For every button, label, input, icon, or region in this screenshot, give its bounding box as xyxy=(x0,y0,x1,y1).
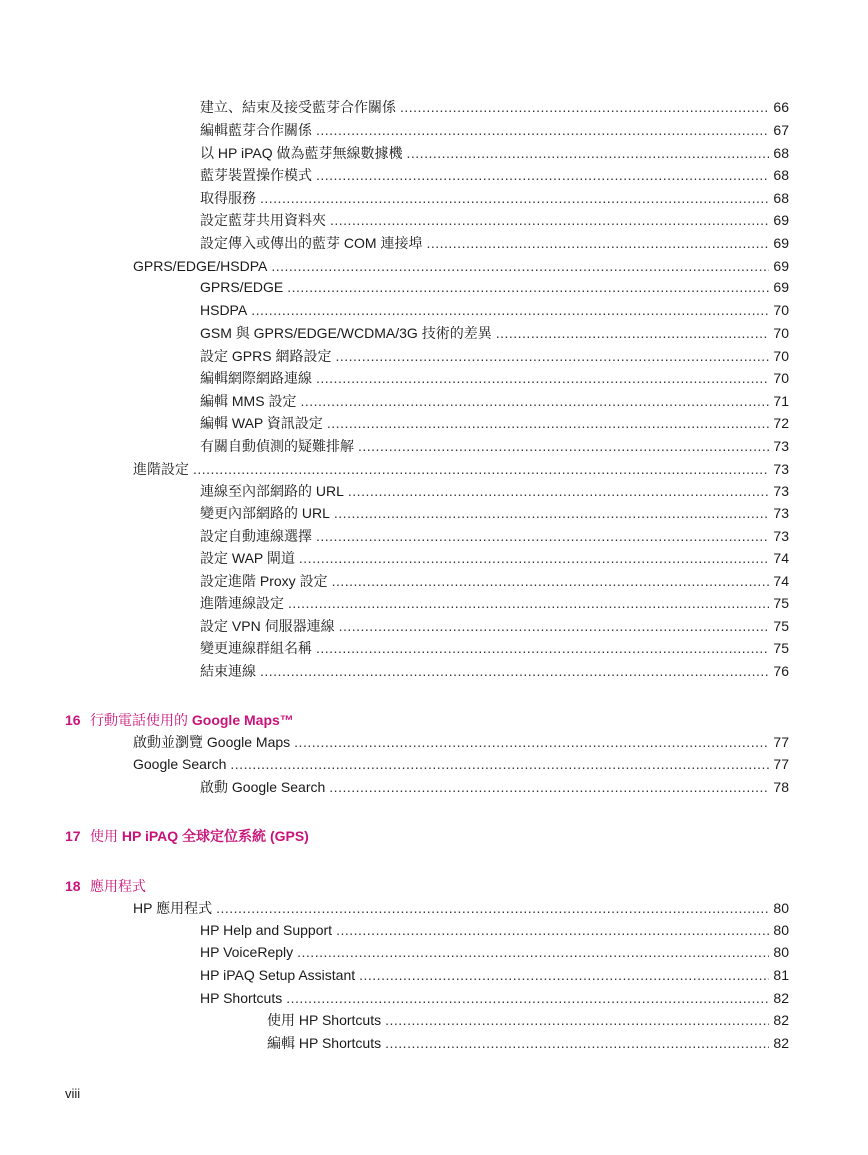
dot-leader xyxy=(339,616,770,636)
dot-leader xyxy=(299,548,770,568)
toc-entry-title: 以 HP iPAQ 做為藍芽無線數據機 xyxy=(200,145,403,161)
dot-leader xyxy=(230,754,769,774)
toc-entry-title: 設定藍芽共用資料夾 xyxy=(200,212,326,228)
toc-entry-title: 連線至內部網路的 URL xyxy=(200,483,344,499)
toc-entry-page: 70 xyxy=(773,348,789,364)
dot-leader xyxy=(336,920,769,940)
toc-entry-page: 77 xyxy=(773,756,789,772)
toc-entry-title: 變更內部網路的 URL xyxy=(200,505,330,521)
toc-entry-page: 73 xyxy=(773,438,789,454)
toc-entry-title: 編輯 WAP 資訊設定 xyxy=(200,415,323,431)
dot-leader xyxy=(496,323,770,343)
toc-entry-title: GPRS/EDGE/HSDPA xyxy=(133,258,268,274)
dot-leader xyxy=(260,661,769,681)
dot-leader xyxy=(407,143,770,163)
toc-entry[interactable] xyxy=(200,593,789,613)
chapter-heading[interactable] xyxy=(65,710,294,730)
toc-entry-page: 73 xyxy=(773,461,789,477)
toc-entry[interactable] xyxy=(200,210,789,230)
toc-entry-page: 73 xyxy=(773,528,789,544)
dot-leader xyxy=(426,233,769,253)
chapter-title: 應用程式 xyxy=(90,878,146,894)
toc-entry[interactable] xyxy=(200,143,789,163)
dot-leader xyxy=(294,732,769,752)
toc-entry[interactable] xyxy=(267,1033,789,1053)
toc-entry[interactable] xyxy=(200,368,789,388)
toc-entry-title: 設定傳入或傳出的藍芽 COM 連接埠 xyxy=(200,235,423,251)
toc-entry-page: 82 xyxy=(773,1035,789,1051)
dot-leader xyxy=(260,188,769,208)
toc-entry[interactable] xyxy=(200,120,789,140)
toc-entry[interactable] xyxy=(200,346,789,366)
toc-entry-title: 設定 WAP 閘道 xyxy=(200,550,295,566)
toc-entry-title: 設定進階 Proxy 設定 xyxy=(200,573,328,589)
chapter-heading[interactable] xyxy=(65,876,146,896)
toc-entry-page: 68 xyxy=(773,190,789,206)
dot-leader xyxy=(316,526,769,546)
toc-entry-page: 75 xyxy=(773,595,789,611)
toc-entry-title: HP Shortcuts xyxy=(200,990,283,1006)
toc-entry-page: 69 xyxy=(773,235,789,251)
toc-entry-title: GSM 與 GPRS/EDGE/WCDMA/3G 技術的差異 xyxy=(200,325,492,341)
toc-entry-page: 69 xyxy=(773,212,789,228)
toc-entry-title: 設定自動連線選擇 xyxy=(200,528,312,544)
dot-leader xyxy=(297,942,769,962)
toc-entry[interactable] xyxy=(267,1010,789,1030)
toc-entry-title: Google Search xyxy=(133,756,227,772)
dot-leader xyxy=(335,346,769,366)
dot-leader xyxy=(300,391,769,411)
toc-entry-page: 76 xyxy=(773,663,789,679)
dot-leader xyxy=(348,481,770,501)
toc-entry-title: HP 應用程式 xyxy=(133,900,213,916)
toc-entry-page: 73 xyxy=(773,483,789,499)
dot-leader xyxy=(251,300,769,320)
toc-entry-page: 70 xyxy=(773,370,789,386)
toc-entry-page: 80 xyxy=(773,944,789,960)
dot-leader xyxy=(385,1033,769,1053)
toc-entry-title: 啟動並瀏覽 Google Maps xyxy=(133,734,291,750)
toc-entry[interactable] xyxy=(200,988,789,1008)
toc-entry-page: 66 xyxy=(773,99,789,115)
toc-entry-page: 70 xyxy=(773,302,789,318)
toc-entry-title: 編輯 MMS 設定 xyxy=(200,393,297,409)
toc-entry-title: 編輯 HP Shortcuts xyxy=(267,1035,382,1051)
dot-leader xyxy=(288,593,769,613)
toc-entry-page: 72 xyxy=(773,415,789,431)
chapter-title: 行動電話使用的 Google Maps™ xyxy=(90,712,294,728)
chapter-number: 18 xyxy=(65,878,81,894)
toc-entry-title: 啟動 Google Search xyxy=(200,779,326,795)
toc-entry-page: 69 xyxy=(773,279,789,295)
toc-entry[interactable] xyxy=(200,300,789,320)
toc-entry[interactable] xyxy=(133,898,789,918)
toc-entry[interactable] xyxy=(200,391,789,411)
toc-entry-title: HSDPA xyxy=(200,302,248,318)
dot-leader xyxy=(359,965,769,985)
toc-entry[interactable] xyxy=(200,920,789,940)
toc-entry-title: 取得服務 xyxy=(200,190,256,206)
dot-leader xyxy=(287,277,769,297)
toc-entry-title: 結束連線 xyxy=(200,663,256,679)
toc-entry-title: 進階設定 xyxy=(133,461,189,477)
toc-entry[interactable] xyxy=(200,777,789,797)
chapter-title: 使用 HP iPAQ 全球定位系統 (GPS) xyxy=(90,828,309,844)
toc-entry-title: HP Help and Support xyxy=(200,922,333,938)
toc-entry-title: 使用 HP Shortcuts xyxy=(267,1012,382,1028)
toc-entry-page: 69 xyxy=(773,258,789,274)
toc-entry[interactable] xyxy=(200,233,789,253)
toc-entry-page: 78 xyxy=(773,779,789,795)
toc-entry-page: 67 xyxy=(773,122,789,138)
toc-entry-page: 73 xyxy=(773,505,789,521)
toc-entry-page: 74 xyxy=(773,550,789,566)
toc-entry-page: 68 xyxy=(773,167,789,183)
toc-entry-page: 71 xyxy=(773,393,789,409)
toc-entry-page: 75 xyxy=(773,640,789,656)
dot-leader xyxy=(327,413,770,433)
dot-leader xyxy=(316,368,769,388)
toc-entry[interactable] xyxy=(200,165,789,185)
dot-leader xyxy=(334,503,770,523)
toc-entry-title: 建立、結束及接受藍芽合作關係 xyxy=(200,99,396,115)
toc-entry[interactable] xyxy=(133,732,789,752)
toc-entry[interactable] xyxy=(200,436,789,456)
dot-leader xyxy=(193,459,769,479)
toc-entry[interactable] xyxy=(200,503,789,523)
toc-entry[interactable] xyxy=(200,965,789,985)
toc-entry-page: 74 xyxy=(773,573,789,589)
toc-entry[interactable] xyxy=(133,459,789,479)
toc-entry-title: 變更連線群組名稱 xyxy=(200,640,312,656)
dot-leader xyxy=(316,120,769,140)
toc-entry-title: HP VoiceReply xyxy=(200,944,294,960)
toc-entry[interactable] xyxy=(200,413,789,433)
toc-entry-title: 編輯網際網路連線 xyxy=(200,370,312,386)
dot-leader xyxy=(330,210,769,230)
toc-entry-page: 68 xyxy=(773,145,789,161)
dot-leader xyxy=(271,256,769,276)
toc-entry-page: 80 xyxy=(773,922,789,938)
toc-entry[interactable] xyxy=(200,638,789,658)
dot-leader xyxy=(400,97,769,117)
toc-entry[interactable] xyxy=(200,97,789,117)
dot-leader xyxy=(316,638,769,658)
toc-entry[interactable] xyxy=(133,754,789,774)
dot-leader xyxy=(358,436,769,456)
chapter-heading[interactable] xyxy=(65,826,309,846)
dot-leader xyxy=(286,988,769,1008)
chapter-number: 16 xyxy=(65,712,81,728)
dot-leader xyxy=(329,777,769,797)
dot-leader xyxy=(216,898,769,918)
toc-entry-page: 81 xyxy=(773,967,789,983)
toc-entry-title: 編輯藍芽合作關係 xyxy=(200,122,312,138)
page-number: viii xyxy=(65,1086,81,1101)
toc-entry-title: GPRS/EDGE xyxy=(200,279,284,295)
toc-entry[interactable] xyxy=(200,323,789,343)
toc-entry[interactable] xyxy=(200,942,789,962)
toc-entry[interactable] xyxy=(200,277,789,297)
toc-entry[interactable] xyxy=(200,616,789,636)
toc-entry-page: 82 xyxy=(773,990,789,1006)
toc-entry-title: 進階連線設定 xyxy=(200,595,284,611)
toc-entry[interactable] xyxy=(200,548,789,568)
toc-entry-title: 設定 GPRS 網路設定 xyxy=(200,348,332,364)
dot-leader xyxy=(316,165,769,185)
toc-entry-title: 藍芽裝置操作模式 xyxy=(200,167,312,183)
toc-entry-title: HP iPAQ Setup Assistant xyxy=(200,967,356,983)
toc-entry-page: 75 xyxy=(773,618,789,634)
toc-entry[interactable] xyxy=(200,526,789,546)
chapter-number: 17 xyxy=(65,828,81,844)
toc-entry[interactable] xyxy=(133,256,789,276)
toc-entry-title: 有關自動偵測的疑難排解 xyxy=(200,438,354,454)
toc-entry-title: 設定 VPN 伺服器連線 xyxy=(200,618,335,634)
toc-entry-page: 80 xyxy=(773,900,789,916)
toc-entry-page: 70 xyxy=(773,325,789,341)
dot-leader xyxy=(385,1010,769,1030)
toc-entry[interactable] xyxy=(200,571,789,591)
toc-entry[interactable] xyxy=(200,661,789,681)
toc-entry[interactable] xyxy=(200,481,789,501)
toc-entry[interactable] xyxy=(200,188,789,208)
toc-entry-page: 82 xyxy=(773,1012,789,1028)
dot-leader xyxy=(332,571,770,591)
toc-entry-page: 77 xyxy=(773,734,789,750)
